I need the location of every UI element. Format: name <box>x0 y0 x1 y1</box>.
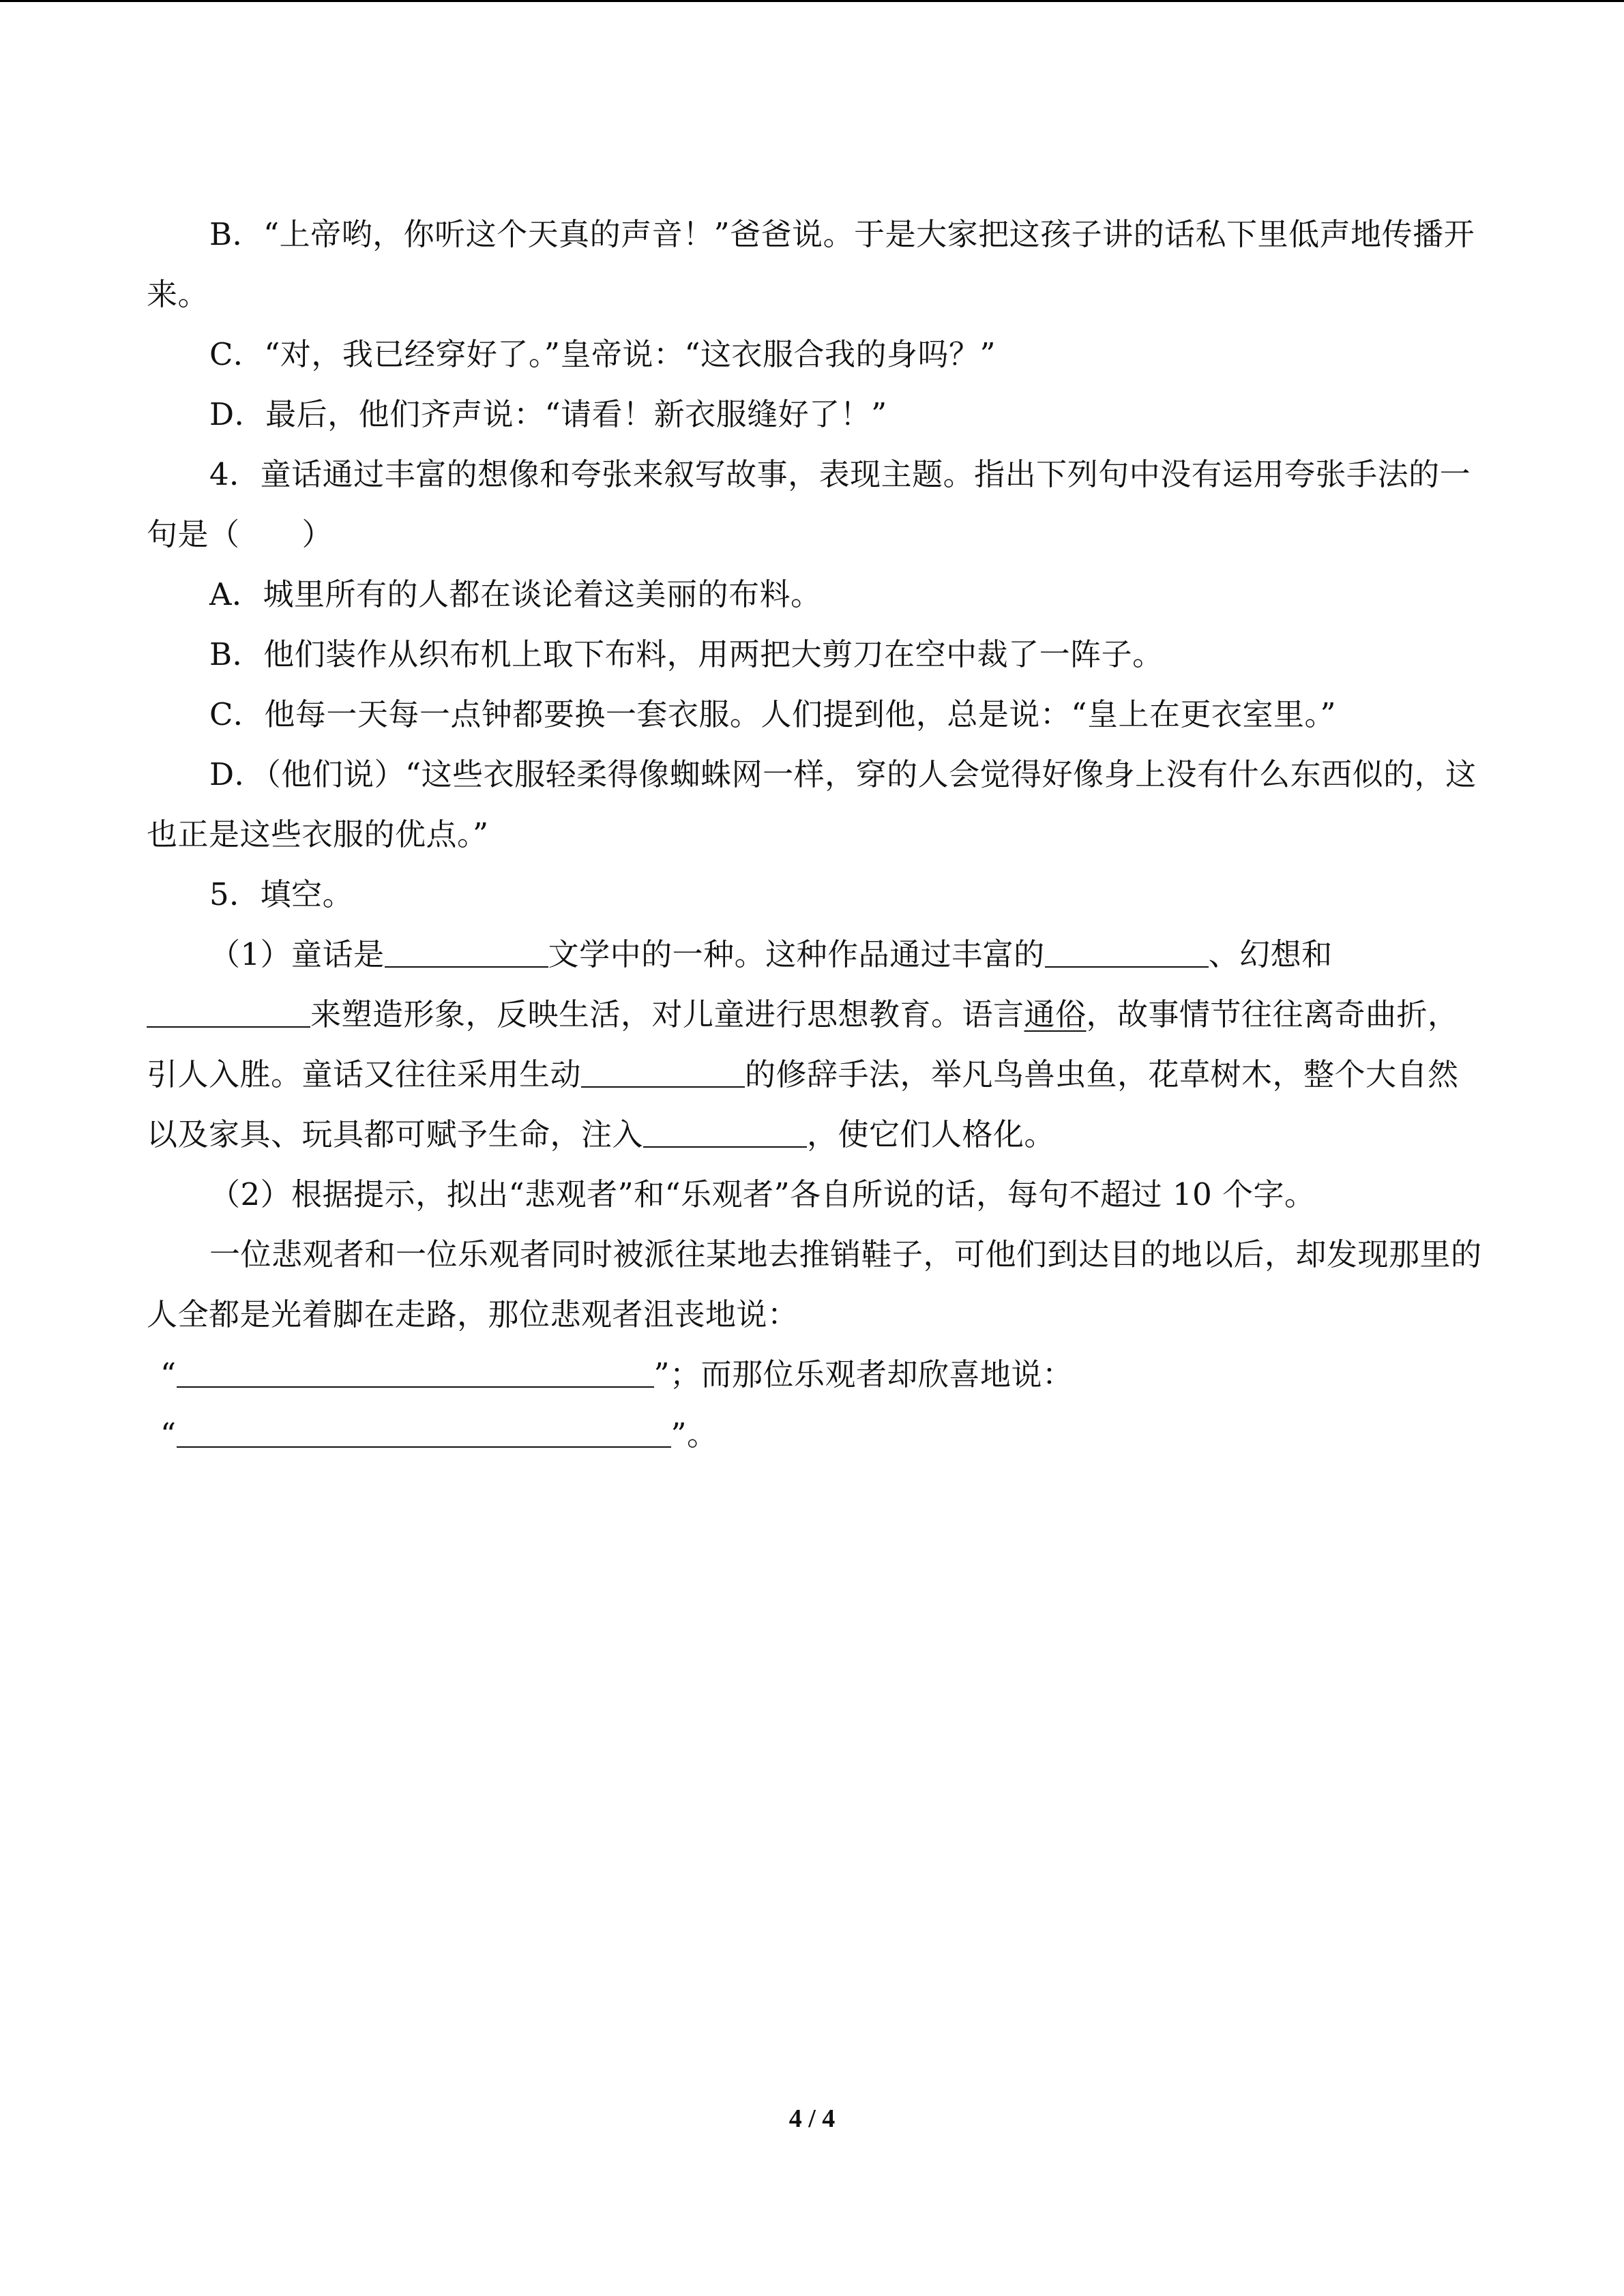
q5-title: 5．填空。 <box>209 876 354 912</box>
q4-option-d: D．（他们说）“这些衣服轻柔得像蜘蛛网一样，穿的人会觉得好像身上没有什么东西似的，这也正是这些衣服的优点。” <box>147 756 1477 852</box>
q3-option-c: C．“对，我已经穿好了。”皇帝说：“这衣服合我的身吗？” <box>209 336 996 372</box>
document-body <box>147 205 1483 1465</box>
close-quote-text: ”。 <box>670 1416 718 1452</box>
optimist-answer-line <box>160 1405 1483 1465</box>
top-border-rule <box>0 0 1624 2</box>
answer-quote-lines <box>160 1345 1483 1465</box>
q5-part1-text: （1）童话是 <box>209 936 385 972</box>
fill-blank-4[interactable] <box>581 1052 745 1088</box>
q3-option-d: D．最后，他们齐声说：“请看！新衣服缝好了！” <box>209 396 887 432</box>
q5-part1-text: 、幻想和 <box>1208 936 1333 972</box>
fill-blank-2[interactable] <box>1045 932 1209 968</box>
q4-stem: 4．童话通过丰富的想像和夸张来叙写故事，表现主题。指出下列句中没有运用夸张手法的一句是（ ） <box>147 456 1471 552</box>
q4-option-b: B．他们装作从织布机上取下布料，用两把大剪刀在空中裁了一阵子。 <box>209 636 1164 672</box>
q5-part1-text: 来塑造形象，反映生活，对儿童进行思想教育。语言 <box>310 996 1024 1032</box>
fill-blank-1[interactable] <box>385 932 548 968</box>
q4-option-a: A．城里所有的人都在谈论着这美丽的布料。 <box>209 576 822 612</box>
q5-part2-prompt: （2）根据提示，拟出“悲观者”和“乐观者”各自所说的话，每句不超过 10 个字。 <box>209 1176 1316 1212</box>
q5-part1-text: ，使它们人格化。 <box>807 1116 1056 1152</box>
q5-part1-text: 的修辞手法，举凡鸟兽虫鱼，花草树木，整个大自然以及家具、玩具都可赋予生命，注入 <box>147 1056 1459 1152</box>
q5-part1-paragraph <box>147 925 1483 1165</box>
open-quote: “ <box>160 1416 177 1452</box>
q5-part1-text: 文学中的一种。这种作品通过丰富的 <box>548 936 1045 972</box>
close-quote-text: ”；而那位乐观者却欣喜地说： <box>653 1356 1074 1392</box>
optimist-answer-blank[interactable] <box>177 1412 671 1448</box>
q3-option-b: B．“上帝哟，你听这个天真的声音！”爸爸说。于是大家把这孩子讲的话私下里低声地传播开来。 <box>147 216 1475 312</box>
fill-blank-3[interactable] <box>147 992 310 1028</box>
q5-part1-text: ，故事情节往往离奇曲折，引人入胜。童话又往往采用生动 <box>147 996 1459 1092</box>
open-quote: “ <box>160 1356 177 1392</box>
q4-option-c: C．他每一天每一点钟都要换一套衣服。人们提到他，总是说：“皇上在更衣室里。” <box>209 696 1336 732</box>
pessimist-answer-blank[interactable] <box>177 1352 654 1388</box>
fill-blank-5[interactable] <box>643 1112 807 1148</box>
page-number: 4 / 4 <box>788 2104 836 2133</box>
underlined-word: 通俗 <box>1024 996 1087 1032</box>
pessimist-answer-line <box>160 1345 1483 1405</box>
q5-part2-story: 一位悲观者和一位乐观者同时被派往某地去推销鞋子，可他们到达目的地以后，却发现那里的人全都是光着脚在走路，那位悲观者沮丧地说： <box>147 1236 1482 1332</box>
